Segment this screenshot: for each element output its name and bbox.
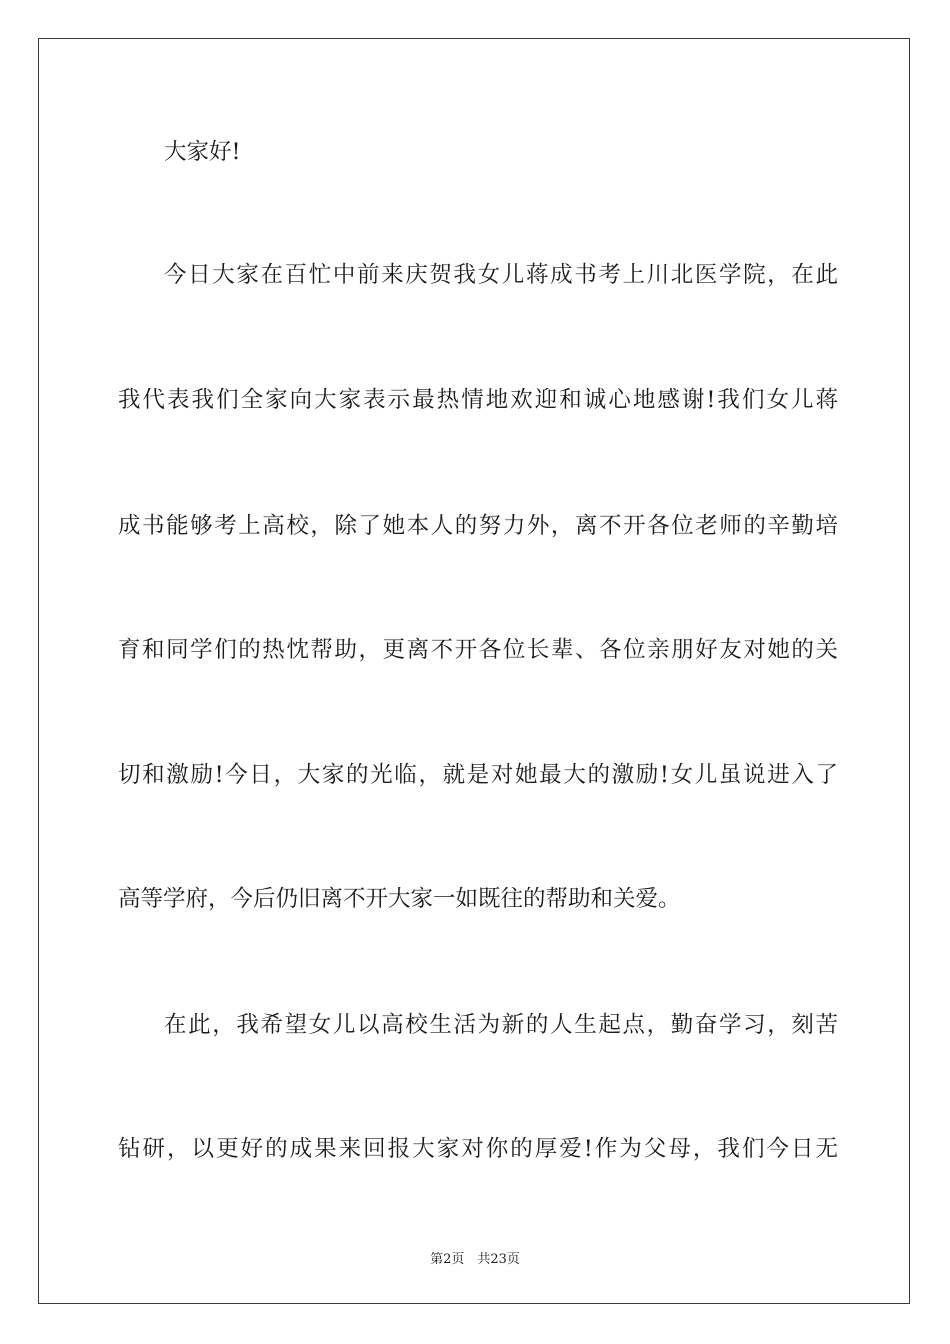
paragraph-line: 今日大家在百忙中前来庆贺我女儿蒋成书考上川北医学院，在此 <box>164 262 838 288</box>
paragraph-line: 我代表我们全家向大家表示最热情地欢迎和诚心地感谢!我们女儿蒋 <box>118 387 838 413</box>
paragraph-line: 切和激励!今日，大家的光临，就是对她最大的激励!女儿虽说进入了 <box>118 762 838 788</box>
paragraph-line: 高等学府，今后仍旧离不开大家一如既往的帮助和关爱。 <box>118 886 681 912</box>
paragraph-line: 成书能够考上高校，除了她本人的努力外，离不开各位老师的辛勤培 <box>118 513 838 539</box>
page-number-footer: 第2页 共23页 <box>430 1252 520 1267</box>
page-border <box>38 38 910 1304</box>
paragraph-line: 钻研，以更好的成果来回报大家对你的厚爱!作为父母，我们今日无 <box>118 1136 838 1162</box>
paragraph-line: 在此，我希望女儿以高校生活为新的人生起点，勤奋学习，刻苦 <box>164 1012 838 1038</box>
paragraph-line: 育和同学们的热忱帮助，更离不开各位长辈、各位亲朋好友对她的关 <box>118 637 838 663</box>
greeting-line: 大家好! <box>164 139 241 165</box>
